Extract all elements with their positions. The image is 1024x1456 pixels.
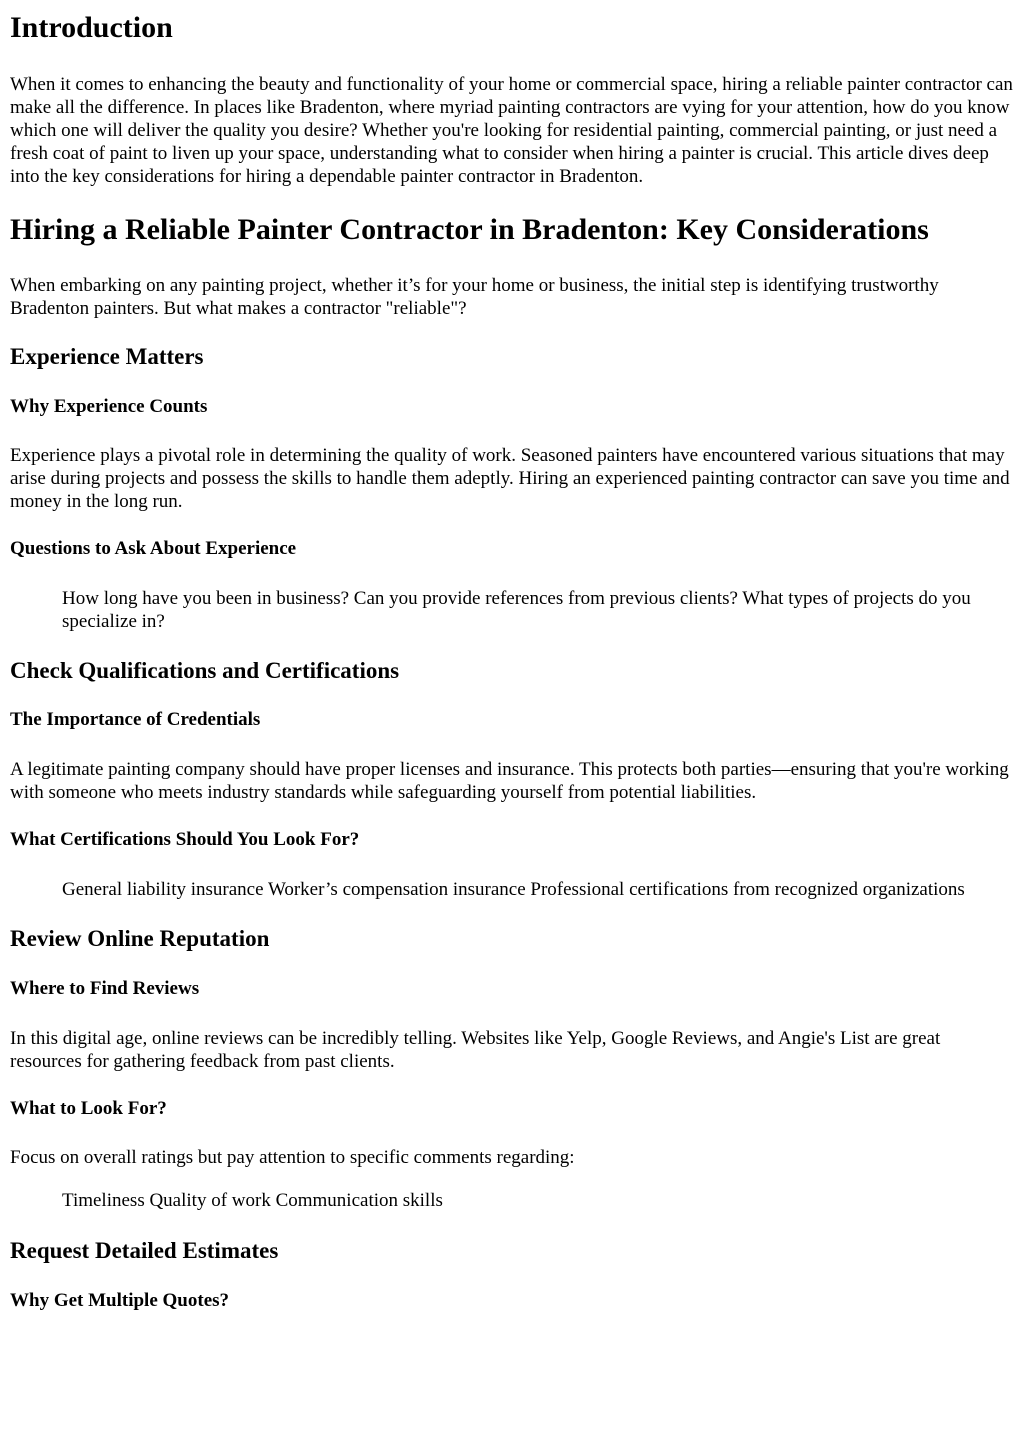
introduction-paragraph: When it comes to enhancing the beauty and functionality of your home or commercial space, hiring a reliable painter contractor can make all the difference. In places like Bradenton, where myriad painting contractors are vying for your attention, how do you know which one will deliver the quality you desire? Whether you're looking for residential painting, commercial painting, or just need a fresh coat of paint to liven up your space, understanding what to consider when hiring a painter is crucial. This article dives deep into the key considerations for hiring a dependable painter contractor in Bradenton.: [10, 74, 1013, 187]
reputation-where-heading: Where to Find Reviews: [10, 978, 200, 999]
qualifications-certs-heading: What Certifications Should You Look For?: [10, 829, 360, 850]
experience-questions-heading: Questions to Ask About Experience: [10, 538, 297, 559]
introduction-heading: Introduction: [10, 11, 173, 44]
experience-heading: Experience Matters: [10, 344, 204, 369]
qualifications-importance-heading: The Importance of Credentials: [10, 709, 261, 730]
main-paragraph: When embarking on any painting project, whether it’s for your home or business, the initial step is identifying trustworthy Bradenton painters. But what makes a contractor "reliable"?: [10, 275, 939, 319]
reputation-what-list: Timeliness Quality of work Communication skills: [62, 1190, 443, 1211]
main-heading: Hiring a Reliable Painter Contractor in Bradenton: Key Considerations: [10, 213, 929, 246]
reputation-what-paragraph: Focus on overall ratings but pay attention to specific comments regarding:: [10, 1147, 575, 1168]
reputation-what-heading: What to Look For?: [10, 1098, 167, 1119]
experience-questions-list: How long have you been in business? Can you provide references from previous clients? What types of projects do you specialize in?: [62, 588, 971, 632]
reputation-where-paragraph: In this digital age, online reviews can be incredibly telling. Websites like Yelp, Google Reviews, and Angie's List are great resources for gathering feedback from past clients.: [10, 1028, 941, 1072]
experience-why-heading: Why Experience Counts: [10, 396, 208, 417]
estimates-heading: Request Detailed Estimates: [10, 1238, 279, 1263]
qualifications-heading: Check Qualifications and Certifications: [10, 658, 400, 683]
qualifications-certs-list: General liability insurance Worker’s compensation insurance Professional certifications from recognized organizations: [62, 879, 965, 900]
qualifications-importance-paragraph: A legitimate painting company should have proper licenses and insurance. This protects both parties—ensuring that you're working with someone who meets industry standards while safeguarding yourself from potential liabilities.: [10, 759, 1009, 803]
article: [0, 10, 1024, 1312]
reputation-heading: Review Online Reputation: [10, 926, 270, 951]
experience-why-paragraph: Experience plays a pivotal role in determining the quality of work. Seasoned painters have encountered various situations that may arise during projects and possess the skills to handle them adeptly. Hiring an experienced painting contractor can save you time and money in the long run.: [10, 445, 1010, 512]
estimates-why-heading: Why Get Multiple Quotes?: [10, 1290, 230, 1311]
